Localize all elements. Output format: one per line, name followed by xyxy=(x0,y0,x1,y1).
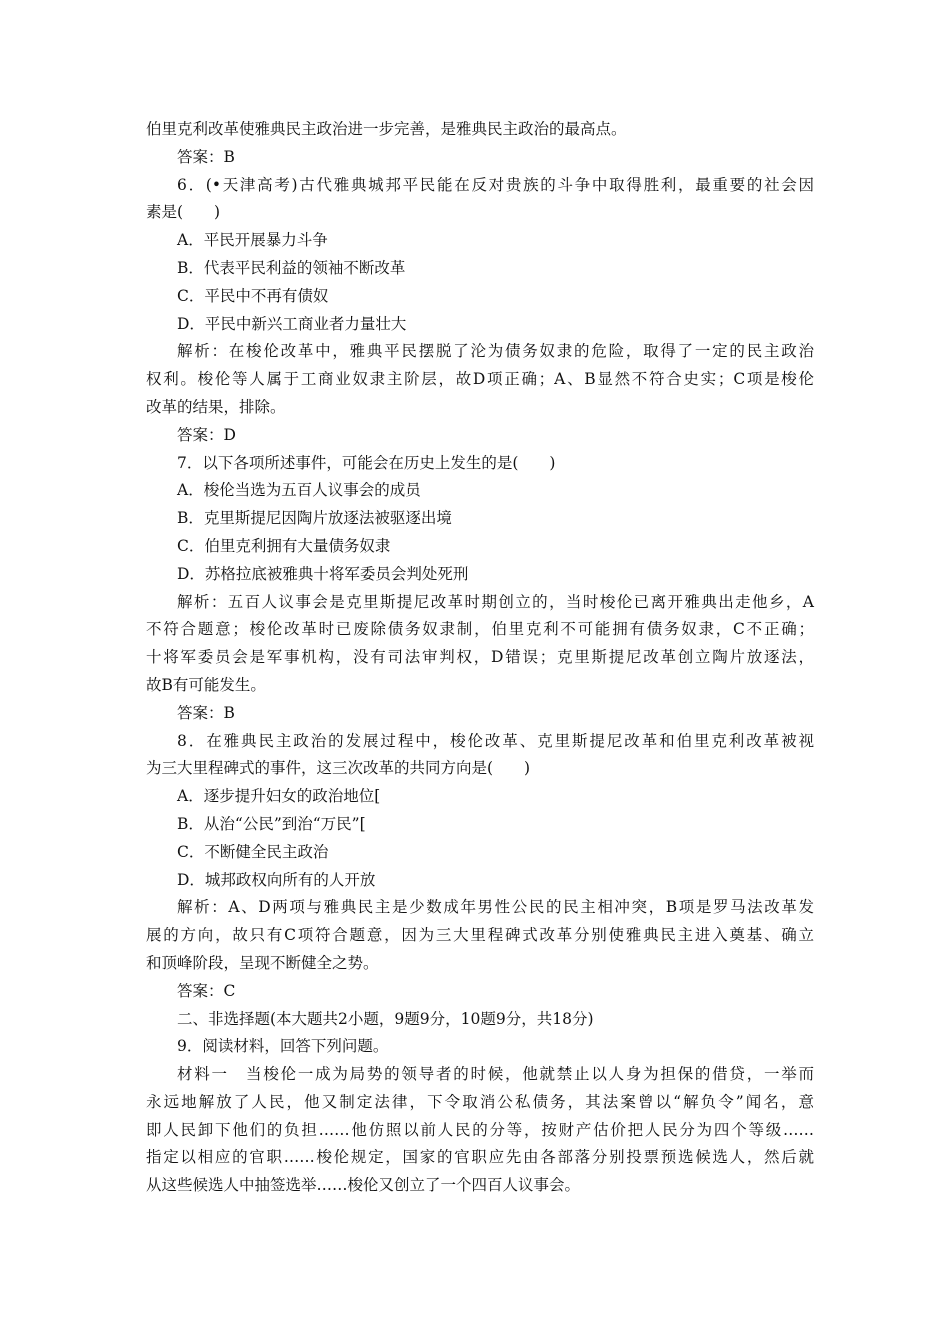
text-line: 从这些候选人中抽签选举……梭伦又创立了一个四百人议事会。 xyxy=(146,1176,581,1195)
text-line: 解析：五百人议事会是克里斯提尼改革时期创立的，当时梭伦已离开雅典出走他乡，A xyxy=(177,592,814,611)
text-line: 6．(•天津高考)古代雅典城邦平民能在反对贵族的斗争中取得胜利，最重要的社会因 xyxy=(177,175,814,194)
text-line: 8．在雅典民主政治的发展过程中，梭伦改革、克里斯提尼改革和伯里克利改革被视 xyxy=(177,731,814,750)
text-line: 不符合题意；梭伦改革时已废除债务奴隶制，伯里克利不可能拥有债务奴隶，C不正确； xyxy=(146,620,814,639)
text-line: 改革的结果，排除。 xyxy=(146,397,286,416)
text-line: B．克里斯提尼因陶片放逐法被驱逐出境 xyxy=(177,509,452,528)
text-line: A．逐步提升妇女的政治地位[ xyxy=(177,787,381,806)
text-line: C．伯里克利拥有大量债务奴隶 xyxy=(177,536,391,555)
text-body xyxy=(146,116,814,1200)
text-line: 答案：B xyxy=(177,147,235,166)
text-line: 9．阅读材料，回答下列问题。 xyxy=(177,1037,389,1056)
text-line: C．不断健全民主政治 xyxy=(177,842,329,861)
text-line: B．代表平民利益的领袖不断改革 xyxy=(177,258,406,277)
text-line: 指定以相应的官职……梭伦规定，国家的官职应先由各部落分别投票预选候选人，然后就 xyxy=(146,1148,814,1167)
text-line: 答案：C xyxy=(177,981,236,1000)
text-line: 材料一 当梭伦一成为局势的领导者的时候，他就禁止以人身为担保的借贷，一举而 xyxy=(177,1065,814,1084)
text-line: 解析：A、D两项与雅典民主是少数成年男性公民的民主相冲突，B项是罗马法改革发 xyxy=(177,898,814,917)
text-line: 答案：D xyxy=(177,425,236,444)
text-line: B．从治“公民”到治“万民”[ xyxy=(177,814,366,833)
text-line: 故B有可能发生。 xyxy=(146,675,266,694)
text-line: A．平民开展暴力斗争 xyxy=(177,231,328,250)
text-line: 展的方向，故只有C项符合题意，因为三大里程碑式改革分别使雅典民主进入奠基、确立 xyxy=(146,926,814,945)
text-line: 十将军委员会是军事机构，没有司法审判权，D错误；克里斯提尼改革创立陶片放逐法， xyxy=(146,648,814,667)
text-line: 和顶峰阶段，呈现不断健全之势。 xyxy=(146,953,379,972)
text-line: 答案：B xyxy=(177,703,235,722)
text-line: C．平民中不再有债奴 xyxy=(177,286,329,305)
text-line: 素是( ) xyxy=(146,203,221,222)
text-line: D．城邦政权向所有的人开放 xyxy=(177,870,376,889)
document-page xyxy=(146,116,814,1200)
text-line: 二、非选择题(本大题共2小题，9题9分，10题9分，共18分) xyxy=(177,1009,594,1028)
text-line: D．苏格拉底被雅典十将军委员会判处死刑 xyxy=(177,564,469,583)
text-line: D．平民中新兴工商业者力量壮大 xyxy=(177,314,407,333)
text-line: 7．以下各项所述事件，可能会在历史上发生的是( ) xyxy=(177,453,556,472)
text-line: 为三大里程碑式的事件，这三次改革的共同方向是( ) xyxy=(146,759,531,778)
text-line: 权利。梭伦等人属于工商业奴隶主阶层，故D项正确；A、B显然不符合史实；C项是梭伦 xyxy=(146,370,814,389)
text-line: A．梭伦当选为五百人议事会的成员 xyxy=(177,481,421,500)
text-line: 永远地解放了人民，他又制定法律，下令取消公私债务，其法案曾以“解负令”闻名，意 xyxy=(146,1092,814,1111)
text-line: 即人民卸下他们的负担……他仿照以前人民的分等，按财产估价把人民分为四个等级…… xyxy=(146,1120,814,1139)
text-line: 解析：在梭伦改革中，雅典平民摆脱了沦为债务奴隶的危险，取得了一定的民主政治 xyxy=(177,342,814,361)
text-line: 伯里克利改革使雅典民主政治进一步完善，是雅典民主政治的最高点。 xyxy=(146,120,627,138)
